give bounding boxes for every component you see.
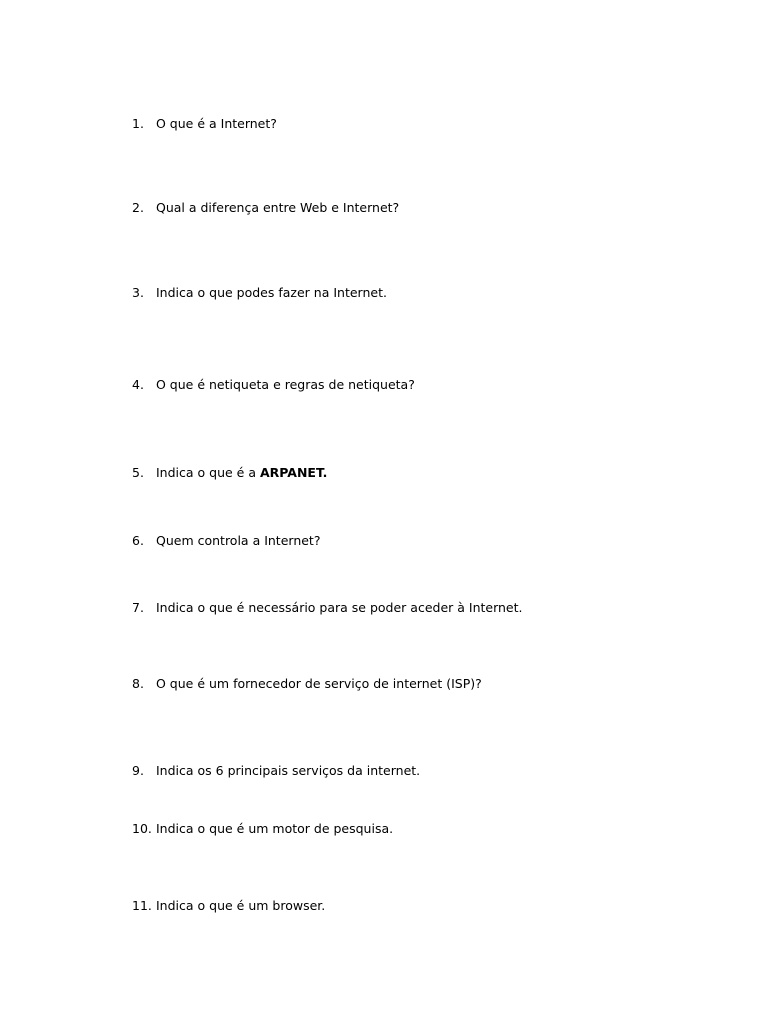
question-item <box>132 284 387 302</box>
question-item <box>132 675 482 693</box>
question-number: 9. <box>132 763 144 778</box>
question-item <box>132 199 399 217</box>
question-text: Indica o que é a <box>156 465 260 480</box>
question-item <box>132 599 523 617</box>
question-number: 5. <box>132 465 144 480</box>
question-item <box>132 532 320 550</box>
question-text: Indica o que é um browser. <box>156 898 326 913</box>
question-text: O que é um fornecedor de serviço de internet (ISP)? <box>156 676 482 691</box>
question-text: O que é a Internet? <box>156 116 277 131</box>
question-item <box>132 897 325 915</box>
question-number: 1. <box>132 116 144 131</box>
question-number: 8. <box>132 676 144 691</box>
question-number: 6. <box>132 533 144 548</box>
question-number: 4. <box>132 377 144 392</box>
question-text: Indica os 6 principais serviços da internet. <box>156 763 421 778</box>
question-number: 11. <box>132 898 152 913</box>
question-text: Qual a diferença entre Web e Internet? <box>156 200 400 215</box>
question-item <box>132 820 393 838</box>
question-item <box>132 464 327 482</box>
question-item <box>132 115 277 133</box>
question-text: Quem controla a Internet? <box>156 533 321 548</box>
question-number: 2. <box>132 200 144 215</box>
question-text: Indica o que é necessário para se poder aceder à Internet. <box>156 600 523 615</box>
question-text: Indica o que podes fazer na Internet. <box>156 285 387 300</box>
question-number: 3. <box>132 285 144 300</box>
question-item <box>132 762 420 780</box>
question-text: O que é netiqueta e regras de netiqueta? <box>156 377 415 392</box>
question-text: Indica o que é um motor de pesquisa. <box>156 821 394 836</box>
question-number: 10. <box>132 821 152 836</box>
question-bold-term: ARPANET. <box>259 465 328 480</box>
question-item <box>132 376 415 394</box>
question-number: 7. <box>132 600 144 615</box>
